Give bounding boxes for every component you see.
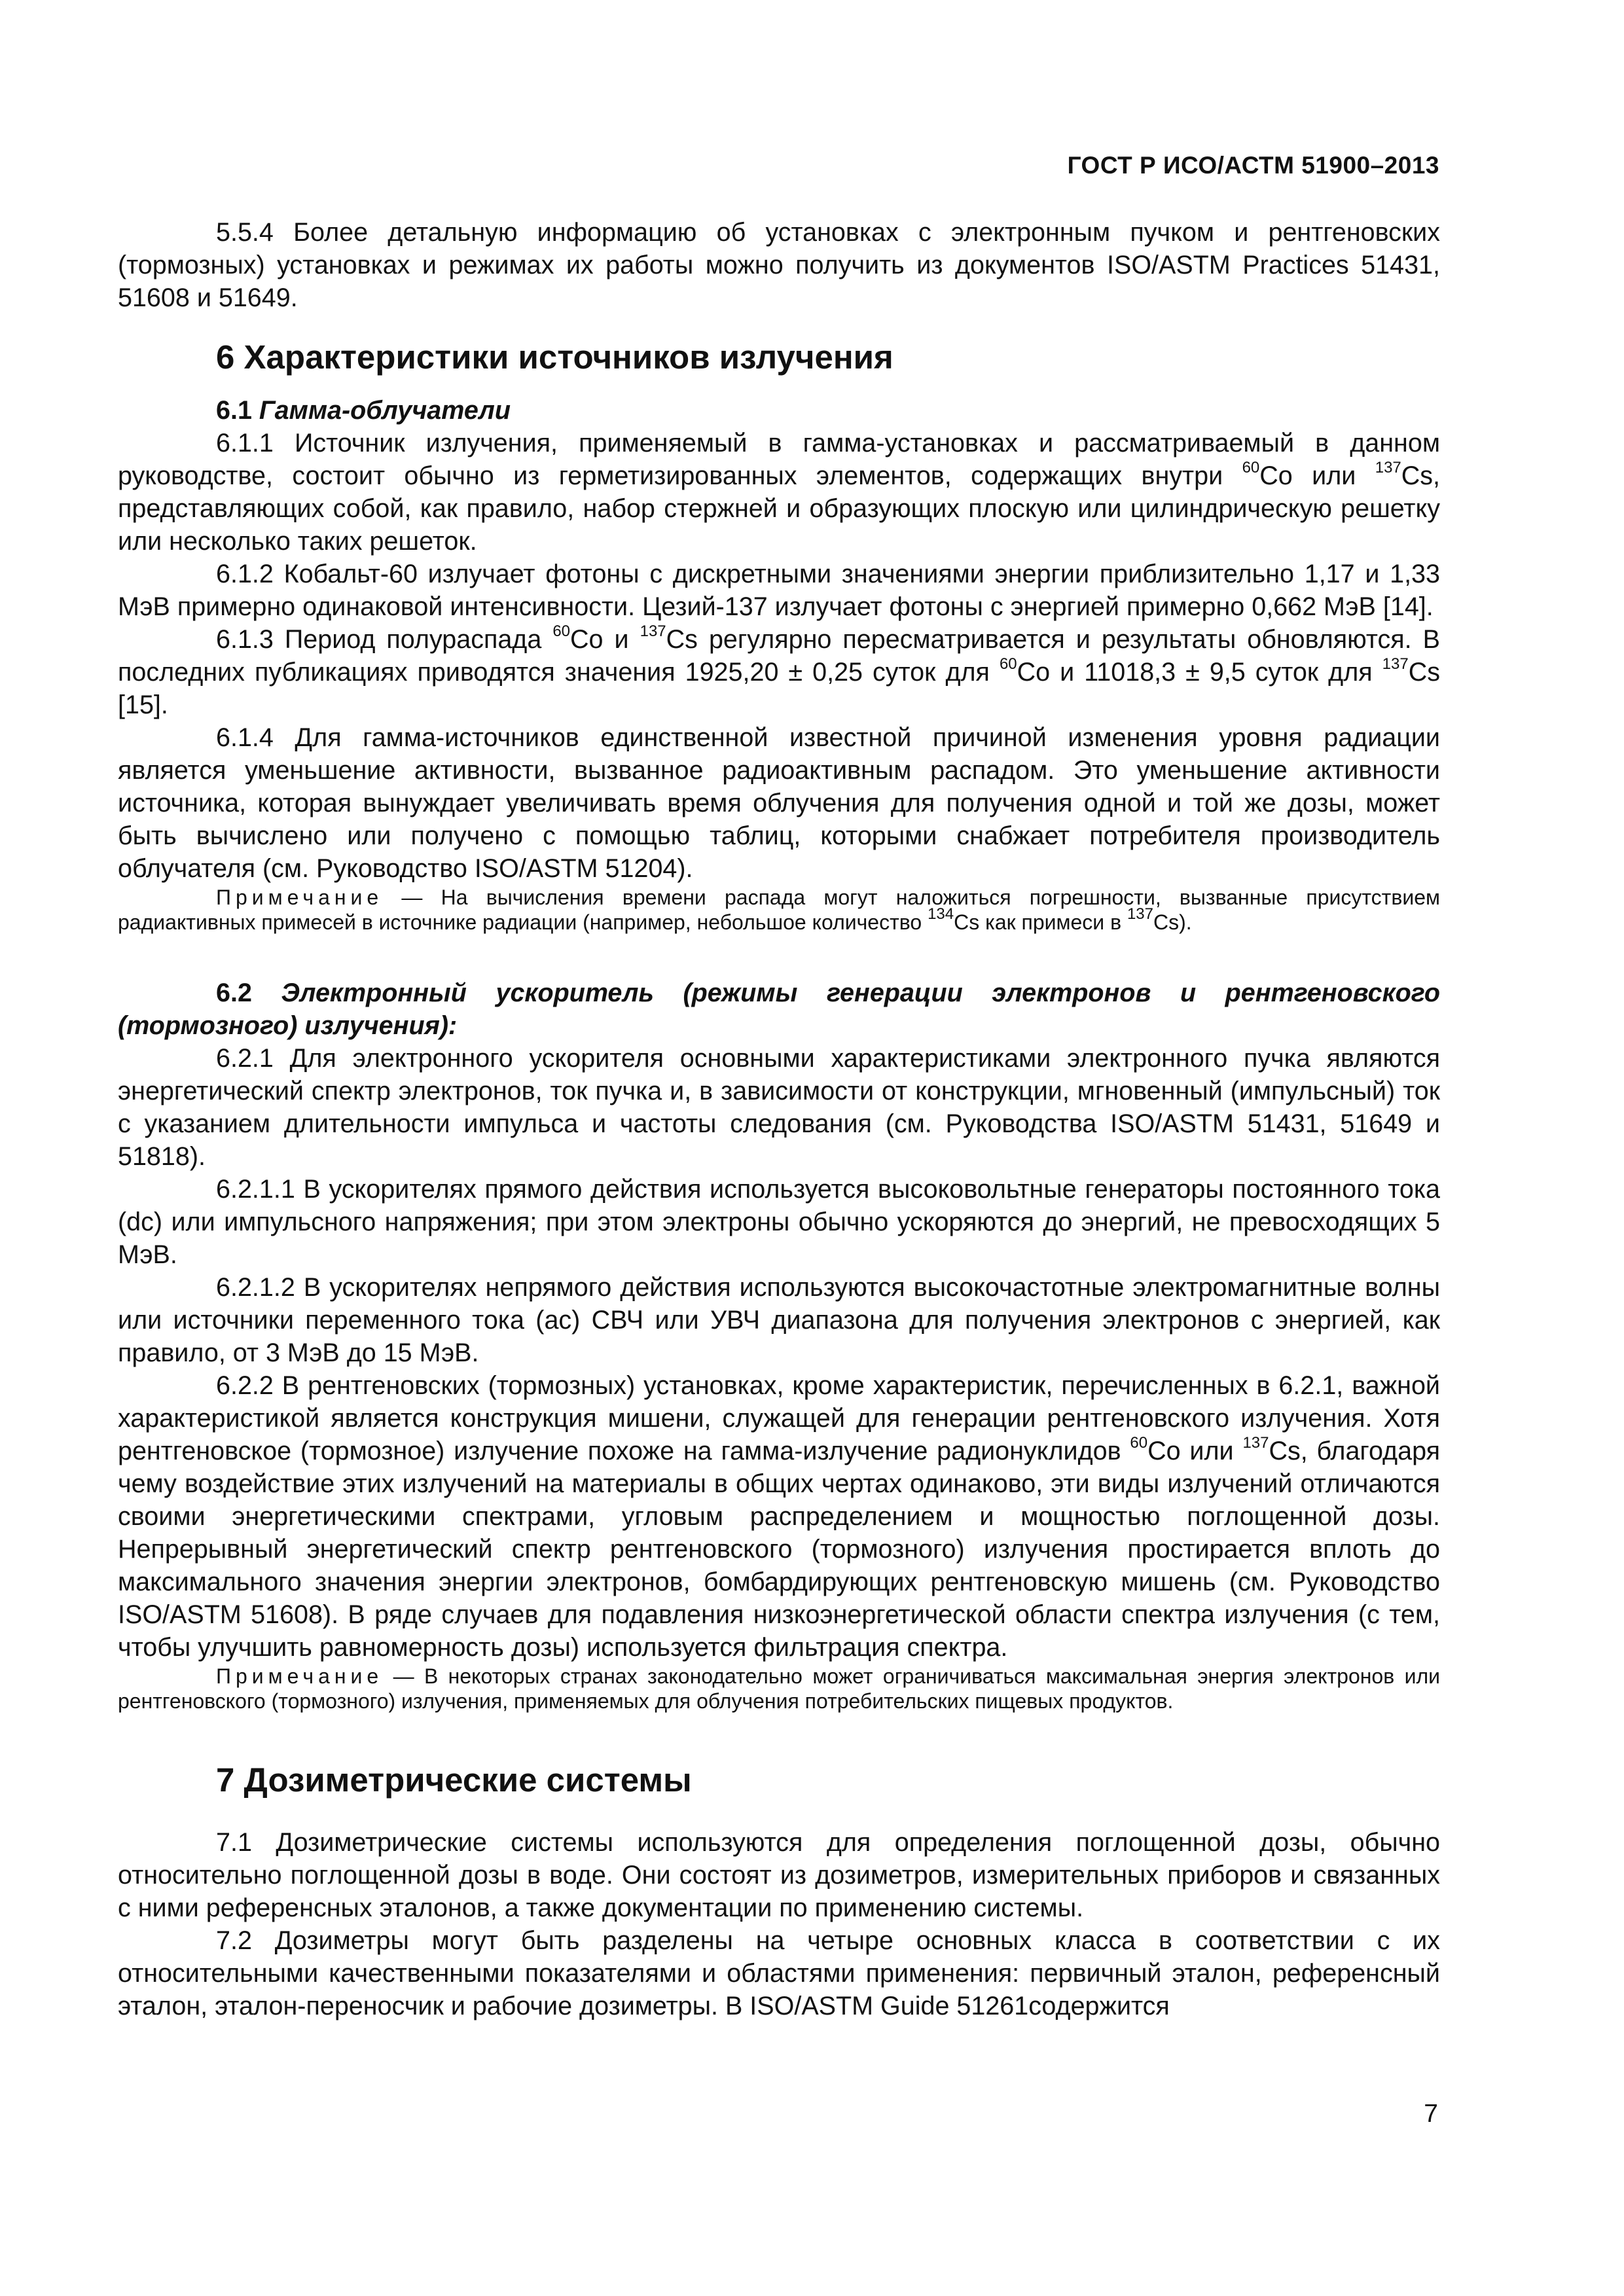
paragraph-7-1: 7.1 Дозиметрические системы используются для определения поглощенной дозы, обычно относительно поглощенной дозы в воде. Они состоят из дозиметров, измерительных приборов и связанных с ними референсных эталонов, а также документации по применению системы. (118, 1828, 1440, 1922)
superscript: 60 (1242, 458, 1260, 476)
text-run: — В некоторых странах законодательно может ограничиваться максимальная энергия электронов или рентгеновского (тормозного) излучения, применяемых для облучения потребительских пищевых продуктов. (118, 1664, 1440, 1713)
superscript: 137 (1375, 458, 1401, 476)
text-run: Cs [15]. (118, 658, 1440, 719)
paragraph-6-2-1: 6.2.1 Для электронного ускорителя основными характеристиками электронного пучка являются энергетический спектр электронов, ток пучка и, в зависимости от конструкции, мгновенный (импульсный) ток с указанием длительности импульса и частоты следования (см. Руководства ISO/ASTM 51431, 51649 и 51818). (118, 1044, 1440, 1171)
paragraph-6-1-1 (118, 427, 1440, 558)
text-run: Co или (1147, 1437, 1243, 1465)
note-6-1 (118, 885, 1440, 935)
subsection-6-2-title: Электронный ускоритель (режимы генерации электронов и рентгеновского (тормозного) излучения): (118, 978, 1440, 1040)
text-run: Cs как примеси в (954, 910, 1127, 934)
note-label: Примечание (216, 1664, 384, 1688)
paragraph-6-2-1-2: 6.2.1.2 В ускорителях непрямого действия используются высокочастотные электромагнитные волны или источники переменного тока (ac) СВЧ или УВЧ диапазона для получения электронов с энергией, как правило, от 3 МэВ до 15 МэВ. (118, 1273, 1440, 1367)
note-6-2 (118, 1664, 1440, 1713)
paragraph-6-1-3 (118, 623, 1440, 721)
document-body (118, 216, 1440, 2022)
paragraph-6-2-2 (118, 1369, 1440, 1664)
subsection-6-2-number: 6.2 (216, 978, 252, 1007)
text-run: 6.2.2 В рентгеновских (тормозных) установках, кроме характеристик, перечисленных в 6.2.1, важной характеристикой является конструкция мишени, служащей для генерации рентгеновского излучения. Хотя рентгеновское (тормозное) излучение похоже на гамма-излучение радионуклидов (118, 1371, 1440, 1465)
superscript: 60 (552, 622, 571, 640)
superscript: 137 (1242, 1433, 1269, 1452)
superscript: 60 (999, 655, 1017, 673)
text-run: Co и (570, 625, 640, 654)
paragraph-6-1-4: 6.1.4 Для гамма-источников единственной известной причиной изменения уровня радиации является уменьшение активности, вызванное радиоактивным распадом. Это уменьшение активности источника, которая вынуждает увеличивать время облучения для получения одной и той же дозы, может быть вычислено или получено с помощью таблиц, которыми снабжает потребителя производитель облучателя (см. Руководство ISO/ASTM 51204). (118, 723, 1440, 883)
text-run: 6.1.1 Источник излучения, применяемый в гамма-установках и рассматриваемый в данном руководстве, состоит обычно из герметизированных элементов, содержащих внутри (118, 429, 1440, 490)
document-header: ГОСТ Р ИСО/АСТМ 51900–2013 (1067, 152, 1439, 179)
paragraph-7-2: 7.2 Дозиметры могут быть разделены на четыре основных класса в соответствии с их относительными качественными показателями и областями применения: первичный эталон, референсный эталон, эталон-переносчик и рабочие дозиметры. В ISO/ASTM Guide 51261содержится (118, 1926, 1440, 2020)
page-number: 7 (1424, 2100, 1438, 2128)
text-run: Cs регулярно пересматривается и результаты обновляются. В последних публикациях приводятся значения 1925,20 ± 0,25 суток для (118, 625, 1440, 687)
superscript: 137 (1127, 905, 1153, 924)
text-run: — На вычисления времени распада могут наложиться погрешности, вызванные присутствием радиактивных примесей в источнике радиации (например, небольшое количество (118, 886, 1440, 934)
superscript: 60 (1130, 1433, 1148, 1452)
superscript: 137 (640, 622, 666, 640)
paragraph-5-5-4: 5.5.4 Более детальную информацию об установках с электронным пучком и рентгеновских (тормозных) установках и режимах их работы можно получить из документов ISO/ASTM Practices 51431, 51608 и 51649. (118, 218, 1440, 312)
subsection-6-1-title: Гамма-облучатели (259, 396, 511, 425)
paragraph-6-1-2: 6.1.2 Кобальт-60 излучает фотоны с дискретными значениями энергии приблизительно 1,17 и 1,33 МэВ примерно одинаковой интенсивности. Цезий-137 излучает фотоны с энергией примерно 0,662 МэВ [14]. (118, 560, 1440, 621)
subsection-6-1-number: 6.1 (216, 396, 252, 425)
subsection-6-2-heading (118, 977, 1440, 1042)
superscript: 137 (1382, 655, 1409, 673)
paragraph-6-2-1-1: 6.2.1.1 В ускорителях прямого действия используется высоковольтные генераторы постоянного тока (dc) или импульсного напряжения; при этом электроны обычно ускоряются до энергий, не превосходящих 5 МэВ. (118, 1175, 1440, 1269)
section-6-heading: 6 Характеристики источников излучения (216, 338, 893, 376)
section-7-heading: 7 Дозиметрические системы (216, 1761, 692, 1799)
text-run: Cs, благодаря чему воздействие этих излучений на материалы в общих чертах одинаково, эти виды излучений отличаются своими энергетическими спектрами, угловым распределением и мощностью поглощенной дозы. Непрерывный энергетический спектр рентгеновского (тормозного) излучения простирается вплоть до максимального значения энергии электронов, бомбардирующих рентгеновскую мишень (см. Руководство ISO/ASTM 51608). В ряде случаев для подавления низкоэнергетической области спектра излучения (с тем, чтобы улучшить равномерность дозы) используется фильтрация спектра. (118, 1437, 1440, 1662)
text-run: 6.1.3 Период полураспада (216, 625, 553, 654)
text-run: Cs, представляющих собой, как правило, набор стержней и образующих плоскую или цилиндрическую решетку или несколько таких решеток. (118, 461, 1441, 556)
note-label: Примечание (216, 886, 384, 909)
subsection-6-1-heading (118, 394, 1440, 427)
text-run: Co или (1259, 461, 1375, 490)
text-run: Co и 11018,3 ± 9,5 суток для (1017, 658, 1382, 687)
superscript: 134 (928, 905, 954, 924)
text-run: Cs). (1153, 910, 1192, 934)
